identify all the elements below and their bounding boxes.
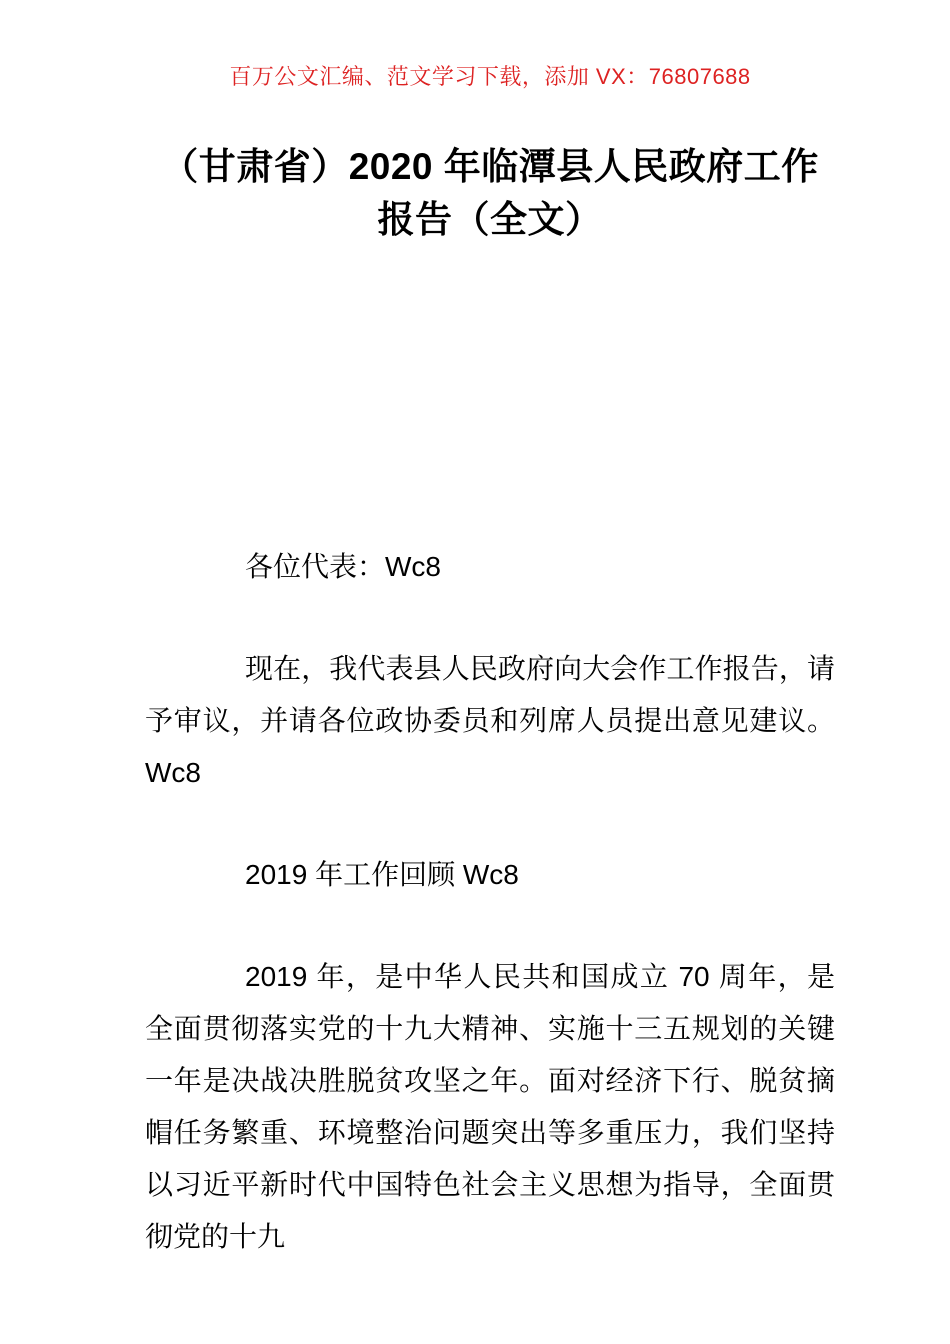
document-title: （甘肃省）2020 年临潭县人民政府工作报告（全文） (161, 146, 819, 240)
paragraph-review-body: 2019 年，是中华人民共和国成立 70 周年，是全面贯彻落实党的十九大精神、实施十三五规划的关键一年是决战决胜脱贫攻坚之年。面对经济下行、脱贫摘帽任务繁重、环境整治问题突出等多重压力，我们坚持以习近平新时代中国特色社会主义思想为指导，全面贯彻党的十九 (145, 961, 835, 1252)
paragraph-opening: 现在，我代表县人民政府向大会作工作报告，请予审议，并请各位政协委员和列席人员提出意见建议。Wc8 (145, 653, 835, 788)
title-body-spacer (145, 246, 835, 491)
paragraph-section-heading: 2019 年工作回顾 Wc8 (245, 859, 519, 890)
paragraph-salutation: 各位代表：Wc8 (245, 551, 442, 582)
promo-banner: 百万公文汇编、范文学习下载，添加 VX：76807688 (229, 64, 751, 89)
